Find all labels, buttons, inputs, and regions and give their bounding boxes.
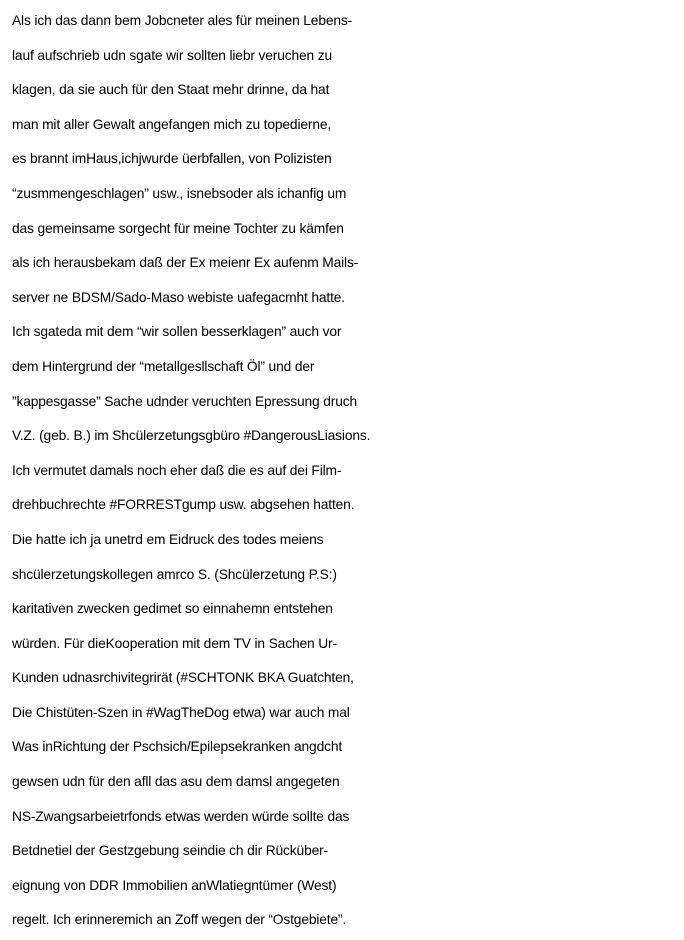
text-line: dem Hintergrund der “metallgesllschaft Öl” und der bbox=[12, 358, 315, 374]
text-line: Kunden udnasrchivitegrirät (#SCHTONK BKA Guatchten, bbox=[12, 670, 354, 686]
text-line: Die hatte ich ja unetrd em Eidruck des todes meiens bbox=[12, 531, 324, 547]
text-line: Ich vermutet damals noch eher daß die es auf dei Film- bbox=[12, 462, 342, 478]
text-line: Die Chistüten-Szen in #WagTheDog etwa) war auch mal bbox=[12, 704, 350, 720]
text-line: drehbuchrechte #FORRESTgump usw. abgsehen hatten. bbox=[12, 497, 355, 513]
text-line: es brannt imHaus,ichjwurde üerbfallen, von Polizisten bbox=[12, 151, 332, 167]
text-line: NS-Zwangsarbeietrfonds etwas werden würde sollte das bbox=[12, 808, 350, 824]
text-line: das gemeinsame sorgecht für meine Tochter zu kämfen bbox=[12, 220, 344, 236]
text-line: klagen, da sie auch für den Staat mehr drinne, da hat bbox=[12, 82, 330, 98]
text-line: server ne BDSM/Sado-Maso webiste uafegacmht hatte. bbox=[12, 289, 345, 305]
text-line: Ich sgateda mit dem “wir sollen besserklagen” auch vor bbox=[12, 324, 342, 340]
text-line: gewsen udn für den afll das asu dem damsl angegeten bbox=[12, 774, 340, 790]
text-line: lauf aufschrieb udn sgate wir sollten liebr veruchen zu bbox=[12, 47, 332, 63]
text-line: shcülerzetungskollegen amrco S. (Shcülerzetung P.S:) bbox=[12, 566, 337, 582]
text-line: eignung von DDR Immobilien anWlatiegntümer (West) bbox=[12, 877, 337, 893]
text-line: ”kappesgasse” Sache udnder veruchten Epressung druch bbox=[12, 393, 358, 409]
text-line: regelt. Ich erinneremich an Zoff wegen der “Ostgebiete”. bbox=[12, 912, 347, 928]
text-line: karitativen zwecken gedimet so einnahemn entstehen bbox=[12, 601, 333, 617]
text-line: würden. Für dieKooperation mit dem TV in Sachen Ur- bbox=[12, 635, 337, 651]
text-line: man mit aller Gewalt angefangen mich zu topedierne, bbox=[12, 116, 332, 132]
text-line: Was inRichtung der Pschsich/Epilepsekranken angdcht bbox=[12, 739, 343, 755]
text-line: V.Z. (geb. B.) im Shcülerzetungsgbüro #DangerousLiasions. bbox=[12, 428, 371, 444]
body-text bbox=[12, 4, 680, 938]
text-line: als ich herausbekam daß der Ex meienr Ex aufenm Mails- bbox=[12, 255, 359, 271]
text-line: Betdnetiel der Gestzgebung seindie ch dir Rücküber- bbox=[12, 843, 328, 859]
text-line: Als ich das dann bem Jobcneter ales für meinen Lebens- bbox=[12, 13, 353, 28]
text-line: “zusmmengeschlagen” usw., isnebsoder als ichanfig um bbox=[12, 185, 347, 201]
